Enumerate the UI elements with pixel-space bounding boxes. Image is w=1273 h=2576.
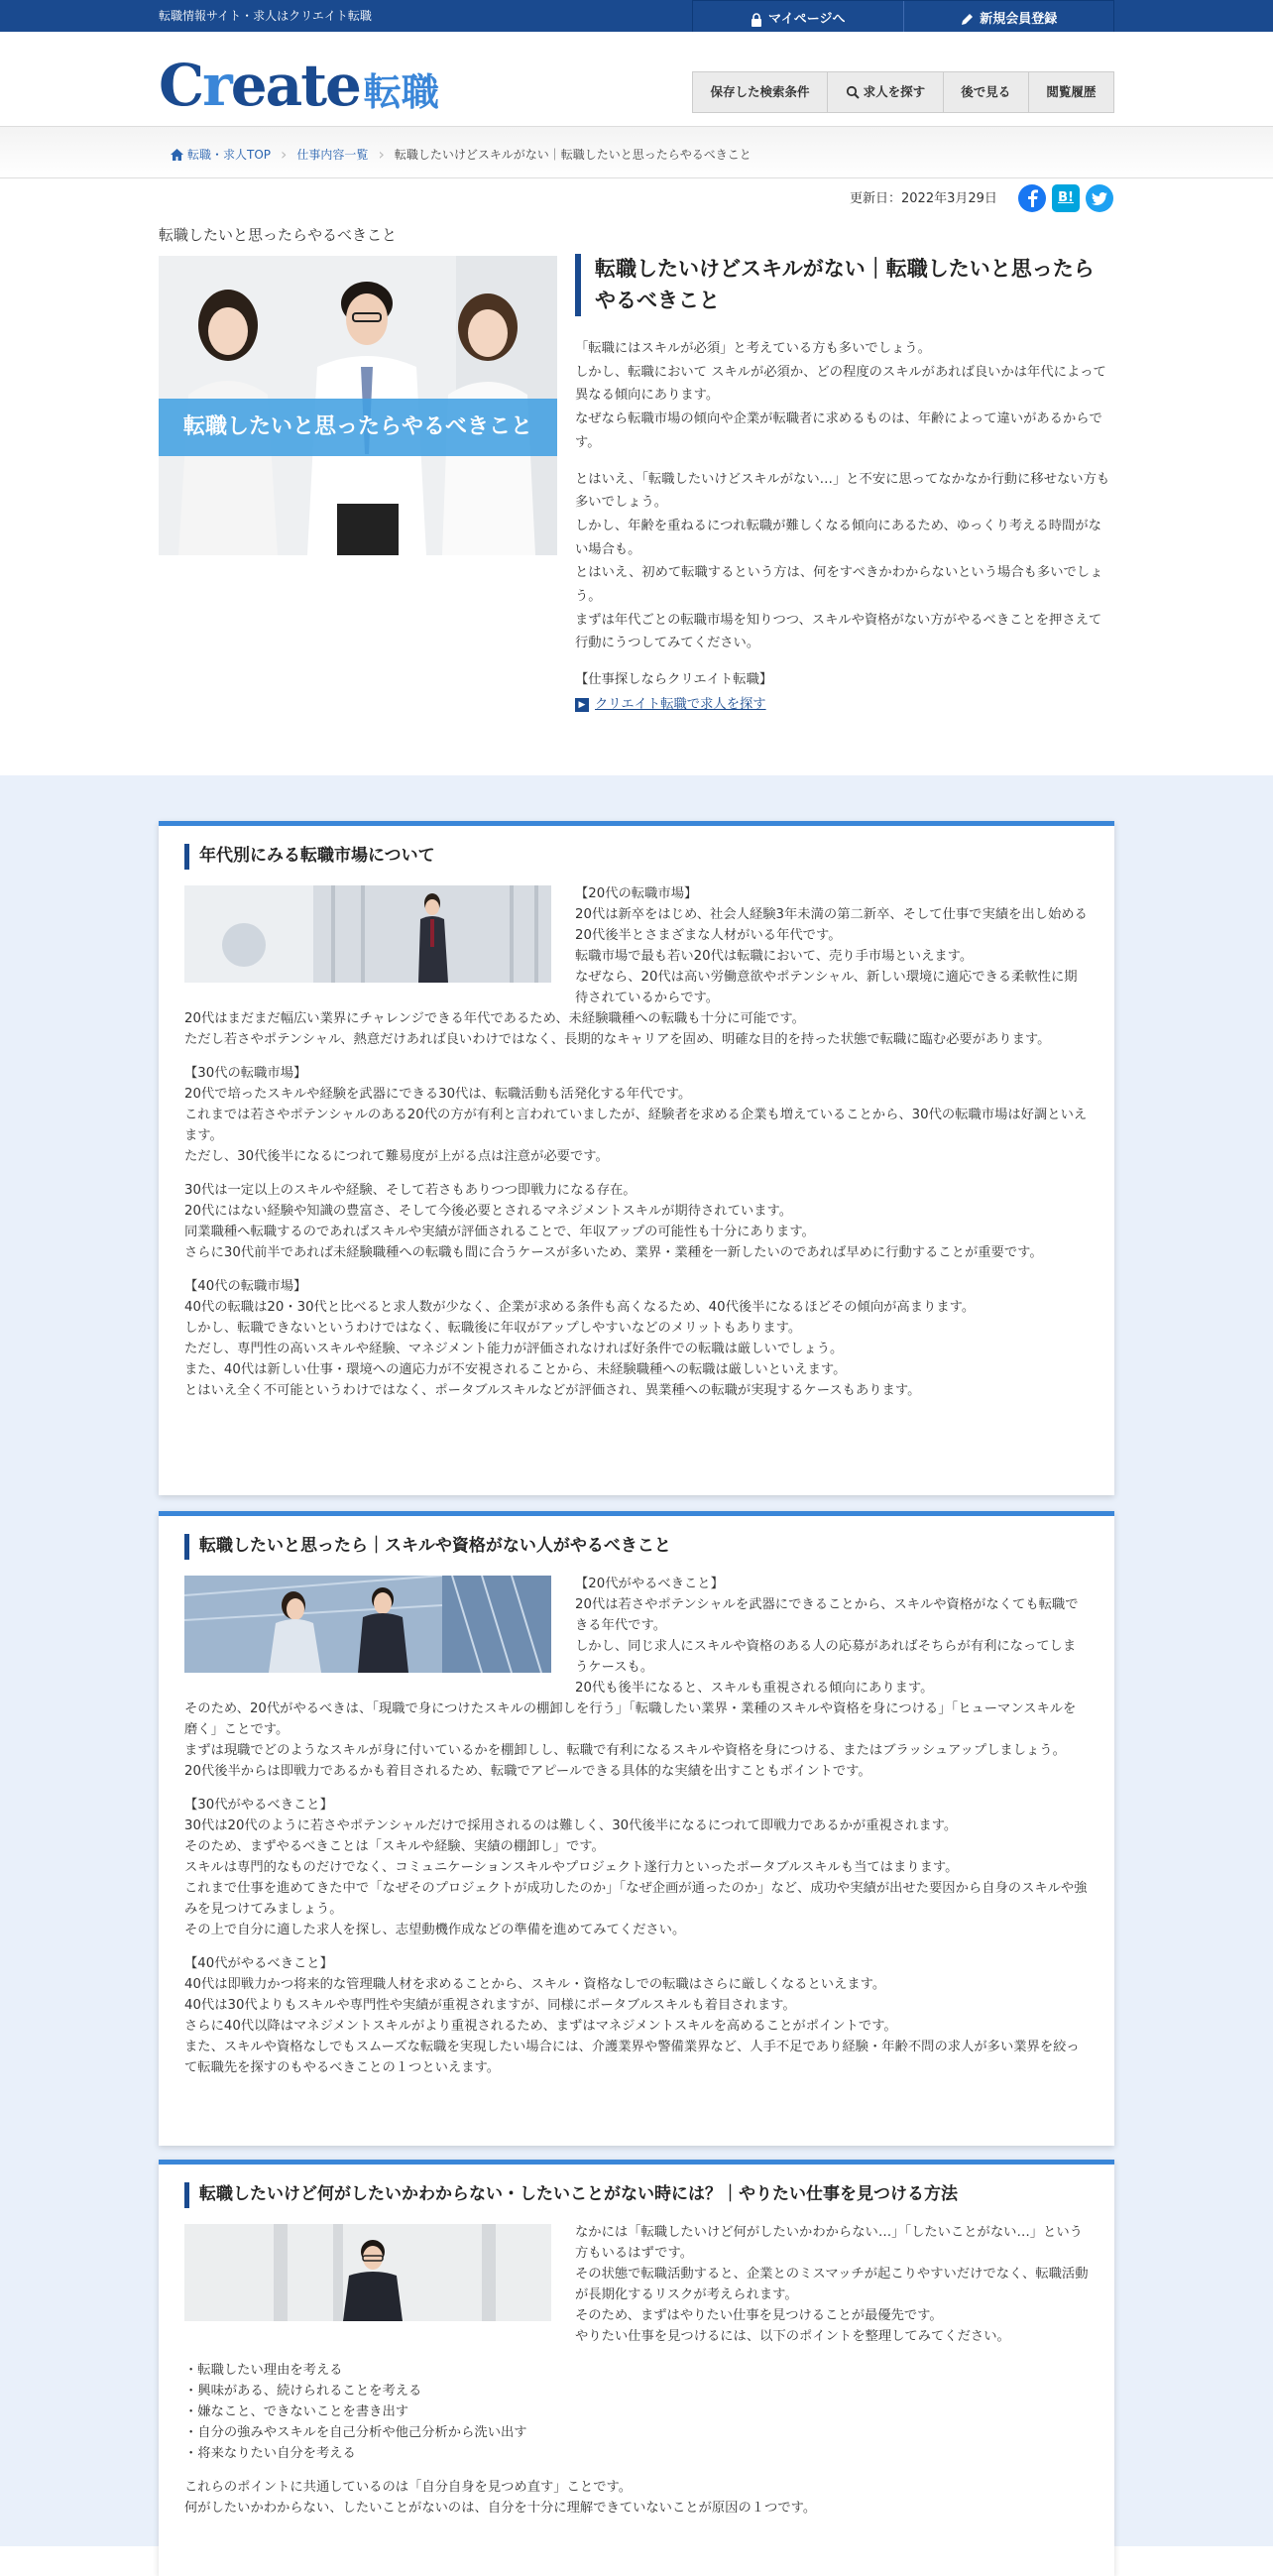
register-label: 新規会員登録	[980, 11, 1058, 27]
business-people-walking-image	[184, 1576, 551, 1673]
section-paragraph: ただし、30代後半になるにつれて難易度が上がる点は注意が必要です。	[184, 1148, 609, 1164]
updated-date: 更新日：2022年3月29日	[850, 191, 997, 206]
section-paragraph: 40代は即戦力かつ将来的な管理職人材を求めることから、スキル・資格なしでの転職はさらに厳しくなるといえます。	[184, 1977, 886, 1993]
section-paragraph: 【30代がやるべきこと】	[184, 1797, 333, 1813]
intro-paragraph: 【仕事探しならクリエイト転職】	[575, 672, 773, 688]
hero-image	[159, 256, 557, 555]
section-paragraph: なかには「転職したいけど何がしたいかわからない…」「したいことがない…」という方もいるはずです。	[575, 2224, 1083, 2261]
hero-banner-text: 転職したいと思ったらやるべきこと	[159, 399, 557, 456]
site-tagline: 転職情報サイト・求人はクリエイト転職	[159, 9, 372, 23]
nav-watch-later[interactable]: 後で見る	[943, 72, 1028, 112]
section-paragraph: その上で自分に適した求人を探し、志望動機作成などの準備を進めてみてください。	[184, 1922, 686, 1937]
section-paragraph: なぜなら、20代は高い労働意欲やポテンシャル、新しい環境に適応できる柔軟性に期待されているからです。	[575, 969, 1078, 1005]
section-paragraph: 何がしたいかわからない、したいことがないのは、自分を十分に理解できていないことが原因の１つです。	[184, 2501, 817, 2517]
section-paragraph: 20代も後半になると、スキルも重視される傾向にあります。	[575, 1680, 934, 1696]
section-title: 年代別にみる転職市場について	[184, 844, 1089, 870]
hatena-bookmark-button[interactable]	[1052, 184, 1080, 212]
section-paragraph: さらに30代前半であれば未経験職種への転職も間に合うケースが多いため、業界・業種を一新したいのであれば早めに行動することが重要です。	[184, 1245, 1043, 1261]
section-paragraph: その状態で転職活動すると、企業とのミスマッチが起こりやすいだけでなく、転職活動が長期化するリスクが考えられます。	[575, 2266, 1089, 2302]
section-paragraph: 転職市場で最も若い20代は転職において、売り手市場といえます。	[575, 948, 974, 964]
section-market-by-age	[159, 821, 1114, 1495]
section-paragraph: しかし、転職できないというわけではなく、転職後に年収がアップしやすいなどのメリットもあります。	[184, 1321, 802, 1337]
hatena-icon: B!	[1058, 189, 1074, 205]
section-paragraph: ただし若さやポテンシャル、熱意だけあれば良いわけではなく、長期的なキャリアを固め、明確な目的を持った状態で転職に臨む必要があります。	[184, 1031, 1051, 1047]
section-paragraph: まずは現職でどのようなスキルが身に付いているかを棚卸しし、転職で有利になるスキルや資格を身につける、またはブラッシュアップしましょう。	[184, 1742, 1066, 1758]
breadcrumb-current: 転職したいけどスキルがない｜転職したいと思ったらやるべきこと	[394, 148, 752, 163]
section-title: 転職したいと思ったら｜スキルや資格がない人がやるべきこと	[184, 1534, 1089, 1560]
site-header	[0, 32, 1273, 127]
section-paragraph: また、40代は新しい仕事・環境への適応力が不安視されることから、未経験職種への転職は厳しいといえます。	[184, 1362, 847, 1378]
breadcrumb-home[interactable]: 転職・求人TOP	[171, 146, 271, 165]
section-thumbnail	[184, 2224, 551, 2321]
global-nav	[692, 71, 1114, 113]
intro-paragraph: とはいえ、初めて転職するという方は、何をすべきかわからないという場合も多いでしょう。	[575, 565, 1103, 604]
intro-paragraph: しかし、年齢を重ねるにつれ転職が難しくなる傾向にあるため、ゆっくり考える時間がない場合も。	[575, 518, 1101, 557]
section-paragraph: 【40代の転職市場】	[184, 1279, 307, 1295]
breadcrumb-bar	[0, 127, 1273, 178]
section-paragraph	[184, 2464, 1089, 2477]
businessman-walking-image	[184, 885, 551, 983]
section-paragraph: ・自分の強みやスキルを自己分析や他己分析から洗い出す	[184, 2424, 527, 2440]
section-thumbnail	[184, 885, 551, 983]
article-title: 転職したいけどスキルがない｜転職したいと思ったらやるべきこと	[575, 254, 1114, 316]
twitter-icon	[1092, 192, 1107, 205]
section-paragraph: 20代後半からは即戦力であるかも着目されるため、転職でアピールできる具体的な実績を出すこともポイントです。	[184, 1763, 871, 1779]
section-paragraph: しかし、同じ求人にスキルや資格のある人の応募があればそちらが有利になってしまうケースも。	[575, 1638, 1077, 1675]
breadcrumb-job-list[interactable]: 仕事内容一覧	[296, 148, 369, 163]
nav-search-jobs[interactable]: 求人を探す	[827, 72, 943, 112]
section-paragraph: ・嫌なこと、できないことを書き出す	[184, 2403, 409, 2419]
intro-caption: 転職したいと思ったらやるべきこと	[159, 226, 398, 244]
section-paragraph: 同業職種へ転職するのであればスキルや実績が評価されることで、年収アップの可能性も十分にあります。	[184, 1225, 815, 1240]
section-paragraph: 【20代の転職市場】	[575, 885, 698, 901]
top-bar	[0, 0, 1273, 32]
section-paragraph: やりたい仕事を見つけるには、以下のポイントを整理してみてください。	[575, 2328, 1010, 2344]
section-paragraph	[184, 2347, 1089, 2360]
home-icon	[171, 149, 183, 161]
section-paragraph	[184, 1782, 1089, 1795]
facebook-share-button[interactable]	[1018, 184, 1046, 212]
section-paragraph: ただし、専門性の高いスキルや経験、マネジメント能力が評価されなければ好条件での転職は厳しいでしょう。	[184, 1342, 844, 1357]
section-paragraph: 20代にはない経験や知識の豊富さ、そして今後必要とされるマネジメントスキルが期待されています。	[184, 1204, 793, 1220]
pencil-icon	[960, 13, 974, 27]
section-paragraph: 40代の転職は20・30代と比べると求人数が少なく、企業が求める条件も高くなるため、40代後半になるほどその傾向が高まります。	[184, 1300, 976, 1316]
section-paragraph: そのため、20代がやるべきは、「現職で身につけたスキルの棚卸しを行う」「転職したい業界・業種のスキルや資格を身につける」「ヒューマンスキルを磨く」ことです。	[184, 1700, 1077, 1737]
nav-saved-search[interactable]: 保存した検索条件	[710, 84, 810, 100]
section-paragraph: 20代で培ったスキルや経験を武器にできる30代は、転職活動も活発化する年代です。	[184, 1086, 692, 1102]
section-paragraph: これらのポイントに共通しているのは「自分自身を見つめ直す」ことです。	[184, 2480, 633, 2496]
section-paragraph: ・転職したい理由を考える	[184, 2362, 343, 2378]
section-what-to-do	[159, 1511, 1114, 2146]
facebook-icon	[1026, 189, 1038, 207]
intro-text	[575, 337, 1114, 717]
section-paragraph: 30代は20代のように若さやポテンシャルだけで採用されるのは難しく、30代後半になるにつれて即戦力であるかが重視されます。	[184, 1817, 958, 1833]
section-thumbnail	[184, 1576, 551, 1673]
intro-paragraph: とはいえ、「転職したいけどスキルがない…」と不安に思ってなかなか行動に移せない方も多いでしょう。	[575, 471, 1110, 511]
section-paragraph: 【30代の転職市場】	[184, 1065, 307, 1081]
logo-tenshoku: 転職	[363, 70, 439, 114]
section-paragraph: そのため、まずはやりたい仕事を見つけることが最優先です。	[575, 2307, 943, 2323]
logo-create: Create	[159, 52, 360, 119]
section-paragraph: とはいえ全く不可能というわけではなく、ポータブルスキルなどが評価され、異業種への転職が実現するケースもあります。	[184, 1383, 921, 1399]
breadcrumb	[171, 143, 752, 168]
section-paragraph: 【40代がやるべきこと】	[184, 1956, 333, 1972]
section-paragraph: 20代は新卒をはじめ、社会人経験3年未満の第二新卒、そして仕事で実績を出し始める20代後半とさまざまな人材がいる年代です。	[575, 906, 1088, 943]
section-paragraph	[184, 1167, 1089, 1180]
intro-paragraph	[575, 655, 1114, 668]
section-paragraph: 【20代がやるべきこと】	[575, 1576, 724, 1591]
section-paragraph: 20代は若さやポテンシャルを武器にできることから、スキルや資格がなくても転職できる年代です。	[575, 1596, 1079, 1633]
section-find-work	[159, 2160, 1114, 2576]
search-icon	[846, 85, 860, 99]
section-paragraph: ・興味がある、続けられることを考える	[184, 2383, 422, 2399]
section-paragraph: スキルは専門的なものだけでなく、コミュニケーションスキルやプロジェクト遂行力といったポータブルスキルも当てはまります。	[184, 1859, 959, 1875]
section-paragraph: 20代はまだまだ幅広い業界にチャレンジできる年代であるため、未経験職種への転職も十分に可能です。	[184, 1010, 805, 1026]
twitter-share-button[interactable]	[1086, 184, 1113, 212]
section-title: 転職したいけど何がしたいかわからない・したいことがない時には？｜やりたい仕事を見つける方法	[184, 2182, 1089, 2208]
section-paragraph: 30代は一定以上のスキルや経験、そして若さもありつつ即戦力になる存在。	[184, 1183, 636, 1199]
intro-paragraph: まずは年代ごとの転職市場を知りつつ、スキルや資格がない方がやるべきことを押さえて行動にうつしてみてください。	[575, 612, 1102, 651]
section-paragraph	[184, 1940, 1089, 1953]
nav-history[interactable]: 閲覧履歴	[1028, 72, 1113, 112]
section-paragraph	[184, 1263, 1089, 1276]
intro-paragraph: しかし、転職において スキルが必須か、どの程度のスキルがあれば良いかは年代によって異なる傾向にあります。	[575, 364, 1106, 404]
section-paragraph: ・将来なりたい自分を考える	[184, 2445, 356, 2461]
section-paragraph: 40代は30代よりもスキルや専門性や実績が重視されますが、同様にポータブルスキルも着目されます。	[184, 1998, 796, 2014]
intro-paragraph: 「転職にはスキルが必須」と考えている方も多いでしょう。	[575, 341, 931, 356]
section-paragraph: さらに40代以降はマネジメントスキルがより重視されるため、まずはマネジメントスキルを高めることがポイントです。	[184, 2019, 897, 2035]
section-paragraph: そのため、まずやるべきことは「スキルや経験、実績の棚卸し」です。	[184, 1838, 605, 1854]
section-paragraph	[184, 1050, 1089, 1063]
mypage-label: マイページへ	[768, 11, 846, 27]
intro-paragraph	[575, 454, 1114, 467]
arrow-right-icon: ▶	[575, 698, 589, 712]
site-logo[interactable]	[159, 42, 439, 131]
breadcrumb-separator: ›	[281, 145, 288, 164]
section-paragraph: これまでは若さやポテンシャルのある20代の方が有利と言われていましたが、経験者を求める企業も増えていることから、30代の転職市場は好調といえます。	[184, 1107, 1088, 1143]
lock-icon	[751, 13, 762, 27]
intro-paragraph: なぜなら転職市場の傾向や企業が転職者に求めるものは、年齢によって違いがあるからです。	[575, 410, 1102, 450]
section-paragraph: これまで仕事を進めてきた中で「なぜそのプロジェクトが成功したのか」「なぜ企画が通ったのか」など、成功や実績が出せた要因から自身のスキルや強みを見つけてみましょう。	[184, 1880, 1088, 1917]
businessman-window-image	[184, 2224, 551, 2321]
search-jobs-link[interactable]: ▶ クリエイト転職で求人を探す	[575, 693, 766, 717]
section-paragraph: また、スキルや資格なしでもスムーズな転職を実現したい場合には、介護業界や警備業界など、人手不足であり経験・年齢不問の求人が多い業界を絞って転職先を探すのもやるべきことの１つといえます。	[184, 2040, 1080, 2076]
breadcrumb-separator: ›	[378, 145, 385, 164]
section-paragraph	[184, 2518, 1089, 2531]
